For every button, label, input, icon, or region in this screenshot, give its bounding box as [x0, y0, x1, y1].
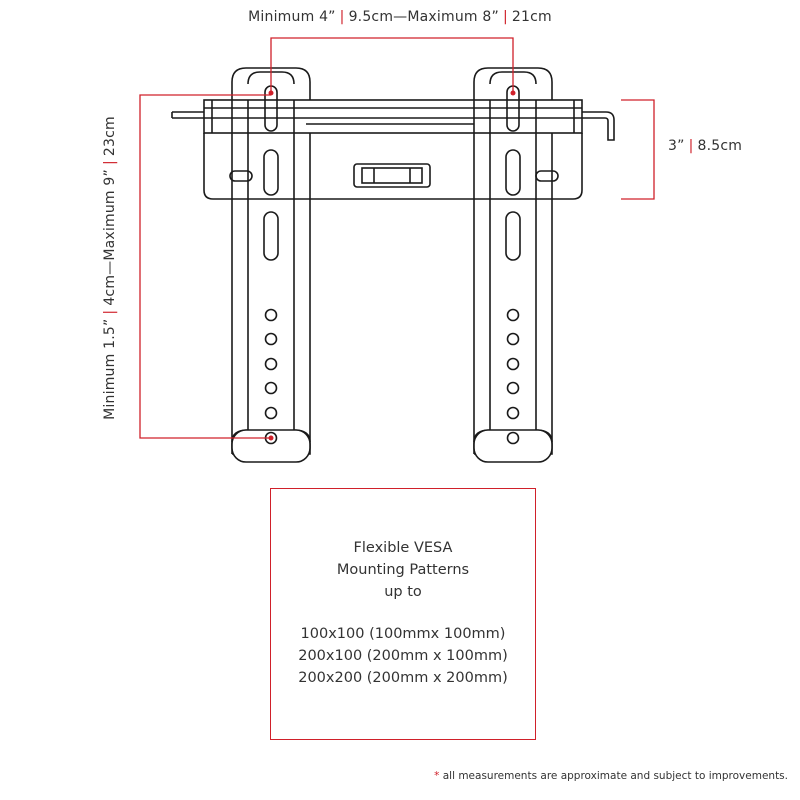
width-dimension-line: [271, 38, 513, 92]
footnote: [434, 770, 788, 782]
footnote-asterisk: *: [434, 770, 440, 782]
vesa-title-line: up to: [384, 584, 422, 600]
footnote-text: all measurements are approximate and subject to improvements.: [442, 770, 788, 782]
mounting-rail: [204, 100, 582, 133]
separator-bar: |: [102, 309, 118, 315]
vesa-title-line: Mounting Patterns: [336, 562, 470, 578]
width-max-cm: 21cm: [511, 9, 552, 25]
separator-bar: |: [502, 9, 508, 25]
depth-dimension-label: [668, 138, 742, 154]
right-bracket-arm: [474, 68, 552, 462]
height-dimension-label: [102, 116, 118, 420]
vesa-title: [271, 537, 535, 603]
vesa-pattern: 200x200 (200mm x 200mm): [298, 670, 508, 686]
safety-cord-right: [582, 112, 614, 140]
height-min-cm-max-in: 4cm—Maximum 9”: [102, 169, 118, 306]
height-dimension-line: [140, 95, 271, 438]
vesa-info-box: [270, 488, 536, 740]
vesa-pattern-list: [271, 623, 535, 689]
depth-in: 3”: [668, 138, 685, 154]
separator-bar: |: [102, 160, 118, 166]
vesa-pattern: 200x100 (200mm x 100mm): [298, 648, 508, 664]
width-endpoint-left: [269, 91, 274, 96]
vesa-pattern: 100x100 (100mmx 100mm): [300, 626, 506, 642]
safety-cord-left: [172, 112, 204, 118]
lock-handle: [354, 164, 430, 187]
depth-dimension-line: [621, 100, 654, 199]
height-endpoint-bottom: [269, 436, 274, 441]
depth-cm: 8.5cm: [697, 138, 743, 154]
width-min-in: Minimum 4”: [248, 9, 336, 25]
left-bracket-arm: [232, 68, 310, 462]
vesa-title-line: Flexible VESA: [353, 540, 453, 556]
width-dimension-label: [0, 9, 800, 25]
separator-bar: |: [688, 138, 694, 154]
height-min-in: Minimum 1.5”: [102, 318, 118, 420]
separator-bar: |: [339, 9, 345, 25]
height-max-cm: 23cm: [102, 116, 118, 157]
width-min-cm-max-in: 9.5cm—Maximum 8”: [348, 9, 499, 25]
wall-plate: [204, 133, 582, 199]
width-endpoint-right: [511, 91, 516, 96]
